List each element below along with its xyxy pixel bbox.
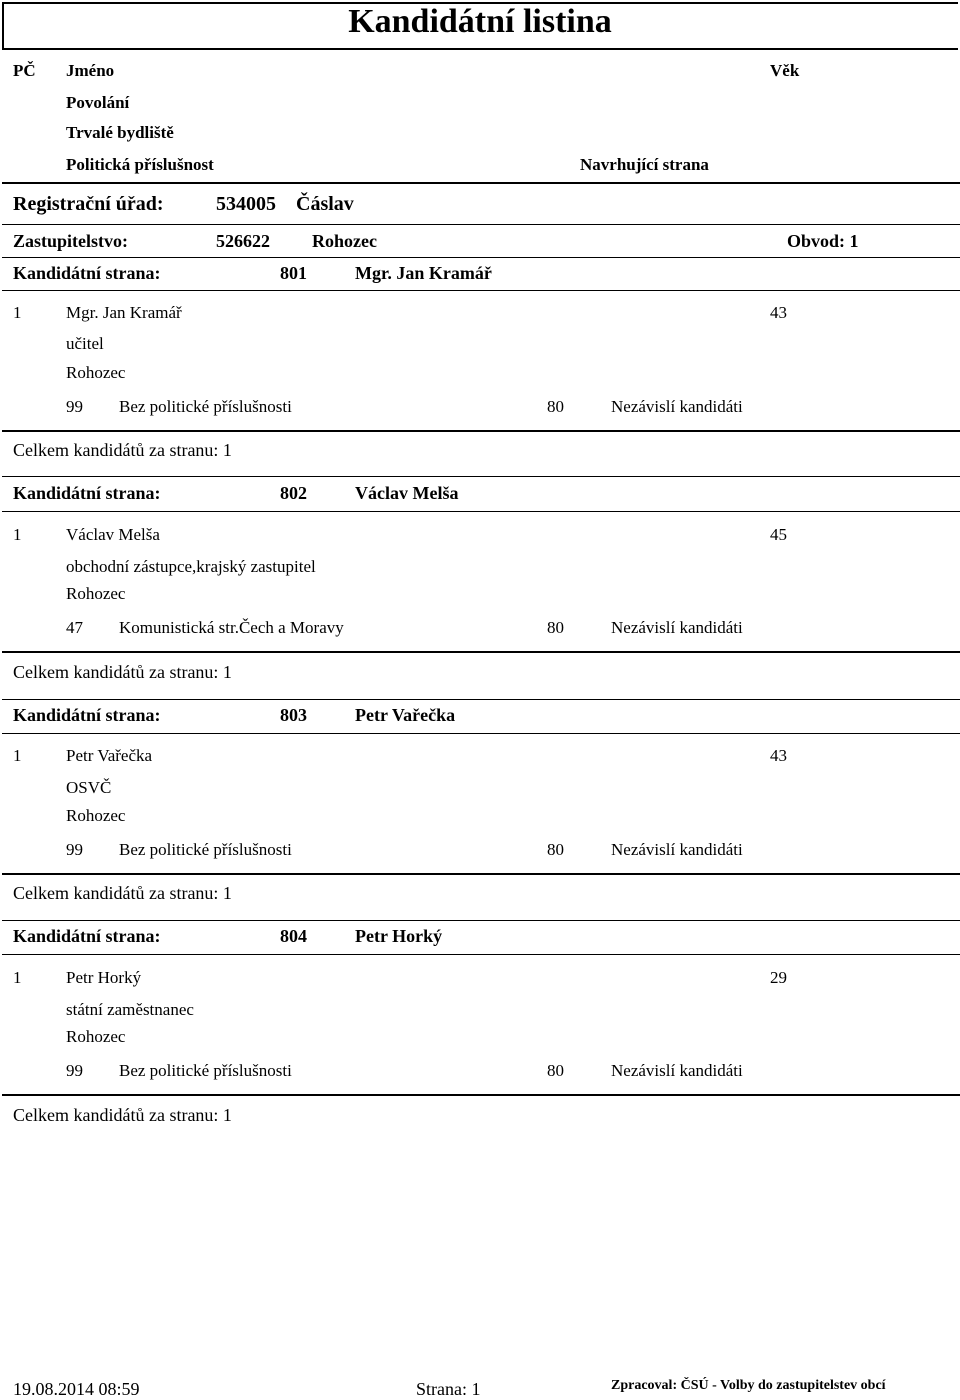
col-header-navrhujici: Navrhující strana (580, 155, 709, 174)
candidate-name: Václav Melša (66, 525, 160, 544)
candidate-age: 45 (770, 525, 787, 544)
candidate-affiliation-code: 99 (66, 397, 83, 416)
party-number: 804 (280, 926, 307, 946)
section-divider (2, 699, 960, 700)
candidate-proposer: Nezávislí kandidáti (611, 840, 743, 859)
candidate-residence: Rohozec (66, 806, 126, 825)
party-total: Celkem kandidátů za stranu: 1 (13, 662, 232, 682)
candidate-affiliation: Bez politické příslušnosti (119, 840, 292, 859)
registration-label: Registrační úřad: (13, 193, 164, 215)
party-label: Kandidátní strana: (13, 926, 161, 946)
candidate-order: 1 (13, 746, 22, 765)
candidate-proposer-code: 80 (547, 840, 564, 859)
party-name: Petr Horký (355, 926, 443, 946)
candidate-affiliation-code: 99 (66, 840, 83, 859)
council-district: Obvod: 1 (787, 231, 859, 251)
candidate-order: 1 (13, 968, 22, 987)
candidate-name: Petr Horký (66, 968, 142, 987)
candidate-age: 29 (770, 968, 787, 987)
page-title: Kandidátní listina (348, 3, 612, 40)
party-name: Petr Vařečka (355, 705, 456, 725)
party-total-divider (2, 651, 960, 653)
party-divider (2, 733, 960, 734)
party-total: Celkem kandidátů za stranu: 1 (13, 883, 232, 903)
candidate-proposer: Nezávislí kandidáti (611, 1061, 743, 1080)
col-header-pc: PČ (13, 61, 36, 80)
col-header-jmeno: Jméno (66, 61, 115, 80)
council-divider (2, 257, 960, 258)
party-total: Celkem kandidátů za stranu: 1 (13, 1105, 232, 1125)
footer-timestamp: 19.08.2014 08:59 (13, 1379, 140, 1399)
candidate-residence: Rohozec (66, 1027, 126, 1046)
party-label: Kandidátní strana: (13, 705, 161, 725)
party-divider (2, 511, 960, 512)
candidate-affiliation: Bez politické příslušnosti (119, 397, 292, 416)
candidate-proposer: Nezávislí kandidáti (611, 618, 743, 637)
council-name: Rohozec (312, 231, 377, 251)
col-header-prislusnost: Politická příslušnost (66, 155, 214, 174)
party-name: Mgr. Jan Kramář (355, 263, 492, 283)
candidate-name: Mgr. Jan Kramář (66, 303, 182, 322)
candidate-affiliation-code: 99 (66, 1061, 83, 1080)
candidate-proposer-code: 80 (547, 618, 564, 637)
candidate-order: 1 (13, 303, 22, 322)
council-code: 526622 (216, 231, 270, 251)
candidate-proposer-code: 80 (547, 1061, 564, 1080)
col-header-povolani: Povolání (66, 93, 130, 112)
candidate-affiliation: Bez politické příslušnosti (119, 1061, 292, 1080)
candidate-age: 43 (770, 746, 787, 765)
registration-name: Čáslav (296, 193, 354, 215)
party-total-divider (2, 873, 960, 875)
candidate-affiliation-code: 47 (66, 618, 83, 637)
party-label: Kandidátní strana: (13, 263, 161, 283)
party-number: 803 (280, 705, 307, 725)
col-header-bydliste: Trvalé bydliště (66, 123, 174, 142)
candidate-order: 1 (13, 525, 22, 544)
party-number: 802 (280, 483, 307, 503)
registration-code: 534005 (216, 193, 276, 215)
candidate-affiliation: Komunistická str.Čech a Moravy (119, 618, 344, 637)
candidate-occupation: státní zaměstnanec (66, 1000, 194, 1019)
candidate-occupation: OSVČ (66, 778, 112, 797)
party-label: Kandidátní strana: (13, 483, 161, 503)
section-divider (2, 476, 960, 477)
candidate-residence: Rohozec (66, 363, 126, 382)
party-name: Václav Melša (355, 483, 459, 503)
candidate-proposer: Nezávislí kandidáti (611, 397, 743, 416)
col-header-vek: Věk (770, 61, 800, 80)
candidate-proposer-code: 80 (547, 397, 564, 416)
section-divider (2, 920, 960, 921)
candidate-residence: Rohozec (66, 584, 126, 603)
candidate-age: 43 (770, 303, 787, 322)
footer-processed-by: Zpracoval: ČSÚ - Volby do zastupitelstev obcí (611, 1378, 886, 1393)
candidate-occupation: obchodní zástupce,krajský zastupitel (66, 557, 316, 576)
party-divider (2, 290, 960, 291)
party-divider (2, 954, 960, 955)
header-divider (2, 182, 960, 184)
party-number: 801 (280, 263, 307, 283)
party-total-divider (2, 430, 960, 432)
footer-page-number: Strana: 1 (416, 1379, 481, 1399)
candidate-occupation: učitel (66, 334, 104, 353)
candidate-name: Petr Vařečka (66, 746, 153, 765)
registration-divider (2, 224, 960, 225)
council-label: Zastupitelstvo: (13, 231, 129, 251)
party-total-divider (2, 1094, 960, 1096)
party-total: Celkem kandidátů za stranu: 1 (13, 440, 232, 460)
